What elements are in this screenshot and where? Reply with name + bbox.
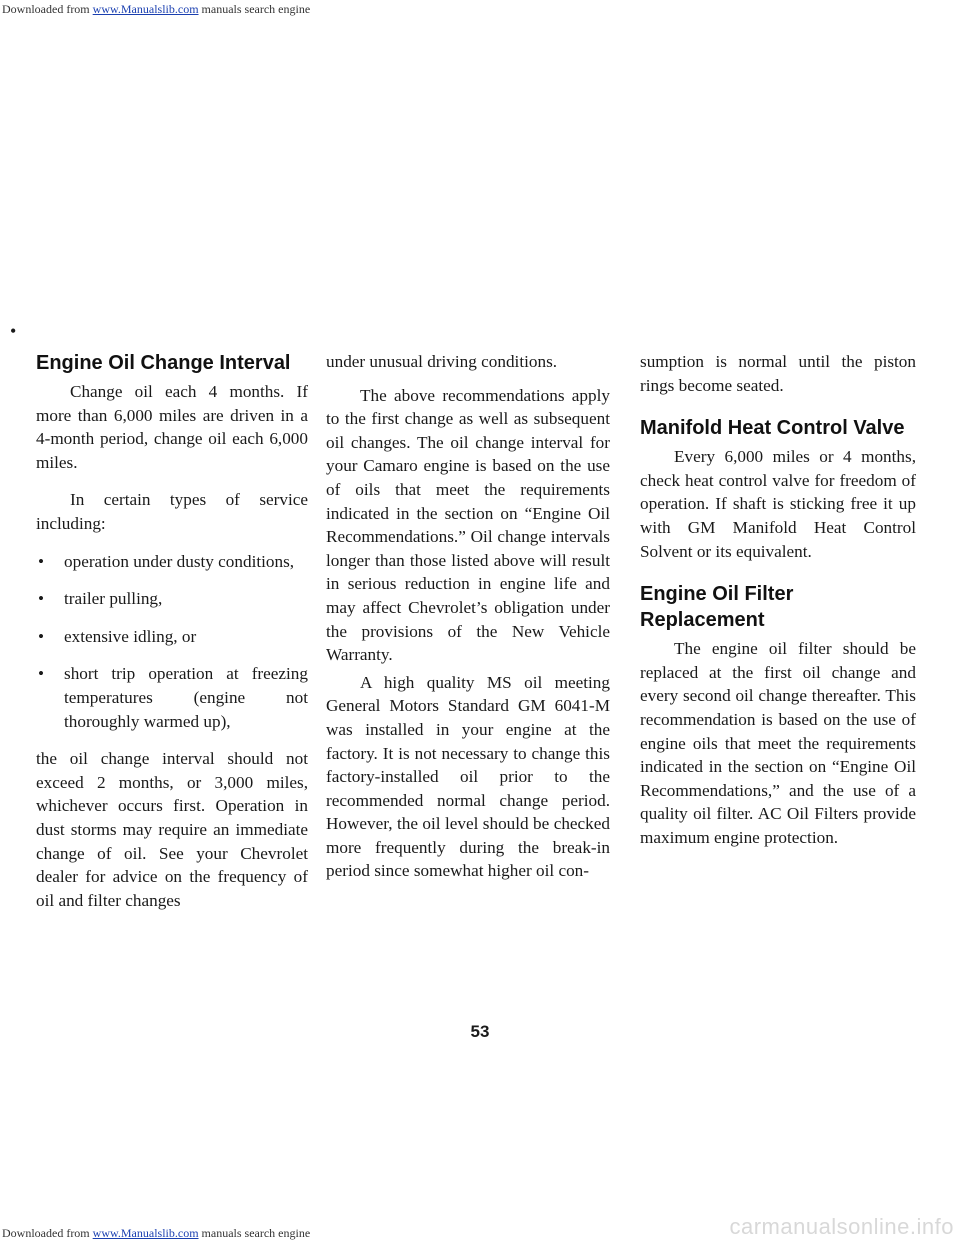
banner-prefix: Downloaded from xyxy=(2,2,93,16)
paragraph: In certain types of service including: xyxy=(36,490,308,533)
paragraph: The engine oil filter should be replaced at the first oil change and every second oil change thereafter. This recommendation is based on the use of engine oils that meet the requirements indicated in the section on “Engine Oil Recommendations,” and the use of a quality oil filter. AC Oil Filters provide maximum engine protection. xyxy=(640,639,916,847)
paragraph: A high quality MS oil meeting General Motors Standard GM 6041-M was installed in your engine at the factory. It is not necessary to change this factory-installed oil prior to the recommended normal change period. However, the oil level should be checked more frequently during the break-in period since somewhat higher oil con- xyxy=(326,672,610,881)
list-item-text: extensive idling, or xyxy=(64,626,197,646)
download-banner-top xyxy=(2,2,310,17)
bullet-icon: • xyxy=(38,589,45,609)
heading-engine-oil-filter-replacement: Engine Oil Filter Replacement xyxy=(640,583,794,632)
paragraph: Change oil each 4 months. If more than 6,000 miles are driven in a 4-month period, change oil each 6,000 miles. xyxy=(36,382,308,472)
download-banner-bottom xyxy=(2,1226,310,1241)
bullet-icon: • xyxy=(38,626,45,646)
list-item xyxy=(36,587,308,611)
watermark: carmanualsonline.info xyxy=(729,1214,954,1239)
manualslib-link[interactable]: www.Manualslib.com xyxy=(92,2,199,16)
stray-mark: • xyxy=(10,321,17,341)
service-conditions-list xyxy=(36,550,308,734)
list-item-text: trailer pulling, xyxy=(64,589,163,609)
bullet-icon: • xyxy=(38,551,45,571)
list-item-text: short trip operation at freezing temperatures (engine not thoroughly warmed up), xyxy=(64,664,308,731)
paragraph: Every 6,000 miles or 4 months, check heat control valve for freedom of operation. If shaft is sticking free it up with GM Manifold Heat Control Solvent or its equivalent. xyxy=(640,447,916,561)
banner-suffix: manuals search engine xyxy=(198,1226,311,1240)
bullet-icon: • xyxy=(38,664,45,684)
list-item xyxy=(36,625,308,649)
list-item-text: operation under dusty conditions, xyxy=(64,551,295,571)
banner-suffix: manuals search engine xyxy=(198,2,311,16)
heading-engine-oil-change-interval: Engine Oil Change Interval xyxy=(36,352,291,374)
paragraph: the oil change interval should not exceed 2 months, or 3,000 miles, whichever occurs first. Operation in dust storms may require an immediate change of oil. See your Chevrolet dealer for advice on the frequency of oil and filter changes xyxy=(36,749,308,910)
column-2 xyxy=(326,350,610,883)
manualslib-link[interactable]: www.Manualslib.com xyxy=(92,1226,199,1240)
column-1 xyxy=(36,350,308,912)
page-number: 53 xyxy=(470,1022,490,1041)
banner-prefix: Downloaded from xyxy=(2,1226,93,1240)
paragraph: sumption is normal until the piston rings become seated. xyxy=(640,352,916,395)
list-item xyxy=(36,662,308,733)
column-3 xyxy=(640,350,916,850)
paragraph: under unusual driving conditions. xyxy=(326,352,558,371)
heading-manifold-heat-control-valve: Manifold Heat Control Valve xyxy=(640,417,905,440)
paragraph: The above recommendations apply to the first change as well as subsequent oil changes. The oil change interval for your Camaro engine is based on the use of oils that meet the requirements indicated in the section on “Engine Oil Recommendations.” Oil change intervals longer than those listed above will result in serious reduction in engine life and may affect Chevrolet’s obligation under the provisions of the New Vehicle Warranty. xyxy=(326,385,610,665)
list-item xyxy=(36,550,308,574)
